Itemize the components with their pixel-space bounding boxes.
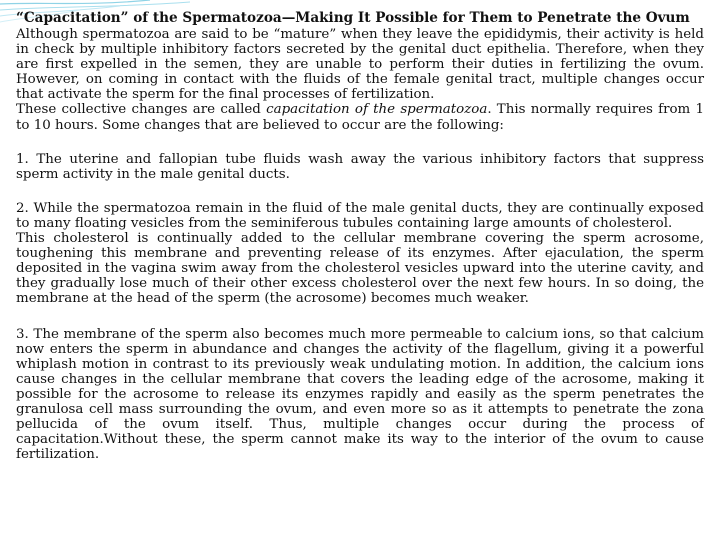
definition-tail: . This normally requires from 1 to 10 hours. Some changes that are believed to occur are the following: xyxy=(16,102,704,133)
list-item-2: 2. While the spermatozoa remain in the fluid of the male genital ducts, they are continually exposed to many floating vesicles from the seminiferous tubules containing large amounts of cholesterol. xyxy=(16,200,704,231)
list-item-3: 3. The membrane of the sperm also becomes much more permeable to calcium ions, so that calcium now enters the sperm in abundance and changes the activity of the flagellum, giving it a powerful whiplash motion in contrast to its previously weak undulating motion. In addition, the calcium ions cause changes in the cellular membrane that covers the leading edge of the acrosome, making it possible for the acrosome to release its enzymes rapidly and easily as the sperm penetrates the granulosa cell mass surrounding the ovum, and even more so as it attempts to penetrate the zona pellucida of the ovum itself. Thus, multiple changes occur during the process of capacitation.Without these, the sperm cannot make its way to the interior of the ovum to cause fertilization. xyxy=(16,326,704,463)
capacitation-definition xyxy=(16,102,704,132)
page-title: “Capacitation” of the Spermatozoa—Making It Possible for Them to Penetrate the Ovum xyxy=(16,10,690,26)
list-item-2-continued: This cholesterol is continually added to the cellular membrane covering the sperm acrosome, toughening this membrane and preventing release of its enzymes. After ejaculation, the sperm deposited in the vagina swim away from the cholesterol vesicles upward into the uterine cavity, and they gradually lose much of their other excess cholesterol over the next few hours. In so doing, the membrane at the head of the sperm (the acrosome) becomes much weaker. xyxy=(16,231,704,307)
list-item-1: 1. The uterine and fallopian tube fluids wash away the various inhibitory factors that suppress sperm activity in the male genital ducts. xyxy=(16,151,704,182)
slide-content xyxy=(16,10,704,462)
definition-lead: These collective changes are called xyxy=(16,102,267,118)
definition-term: capacitation of the spermatozoa xyxy=(266,102,488,118)
intro-paragraph: Although spermatozoa are said to be “mature” when they leave the epididymis, their activity is held in check by multiple inhibitory factors secreted by the genital duct epithelia. Therefore, when they are first expelled in the semen, they are unable to perform their duties in fertilizing the ovum. However, on coming in contact with the fluids of the female genital tract, multiple changes occur that activate the sperm for the final processes of fertilization. xyxy=(16,27,704,103)
